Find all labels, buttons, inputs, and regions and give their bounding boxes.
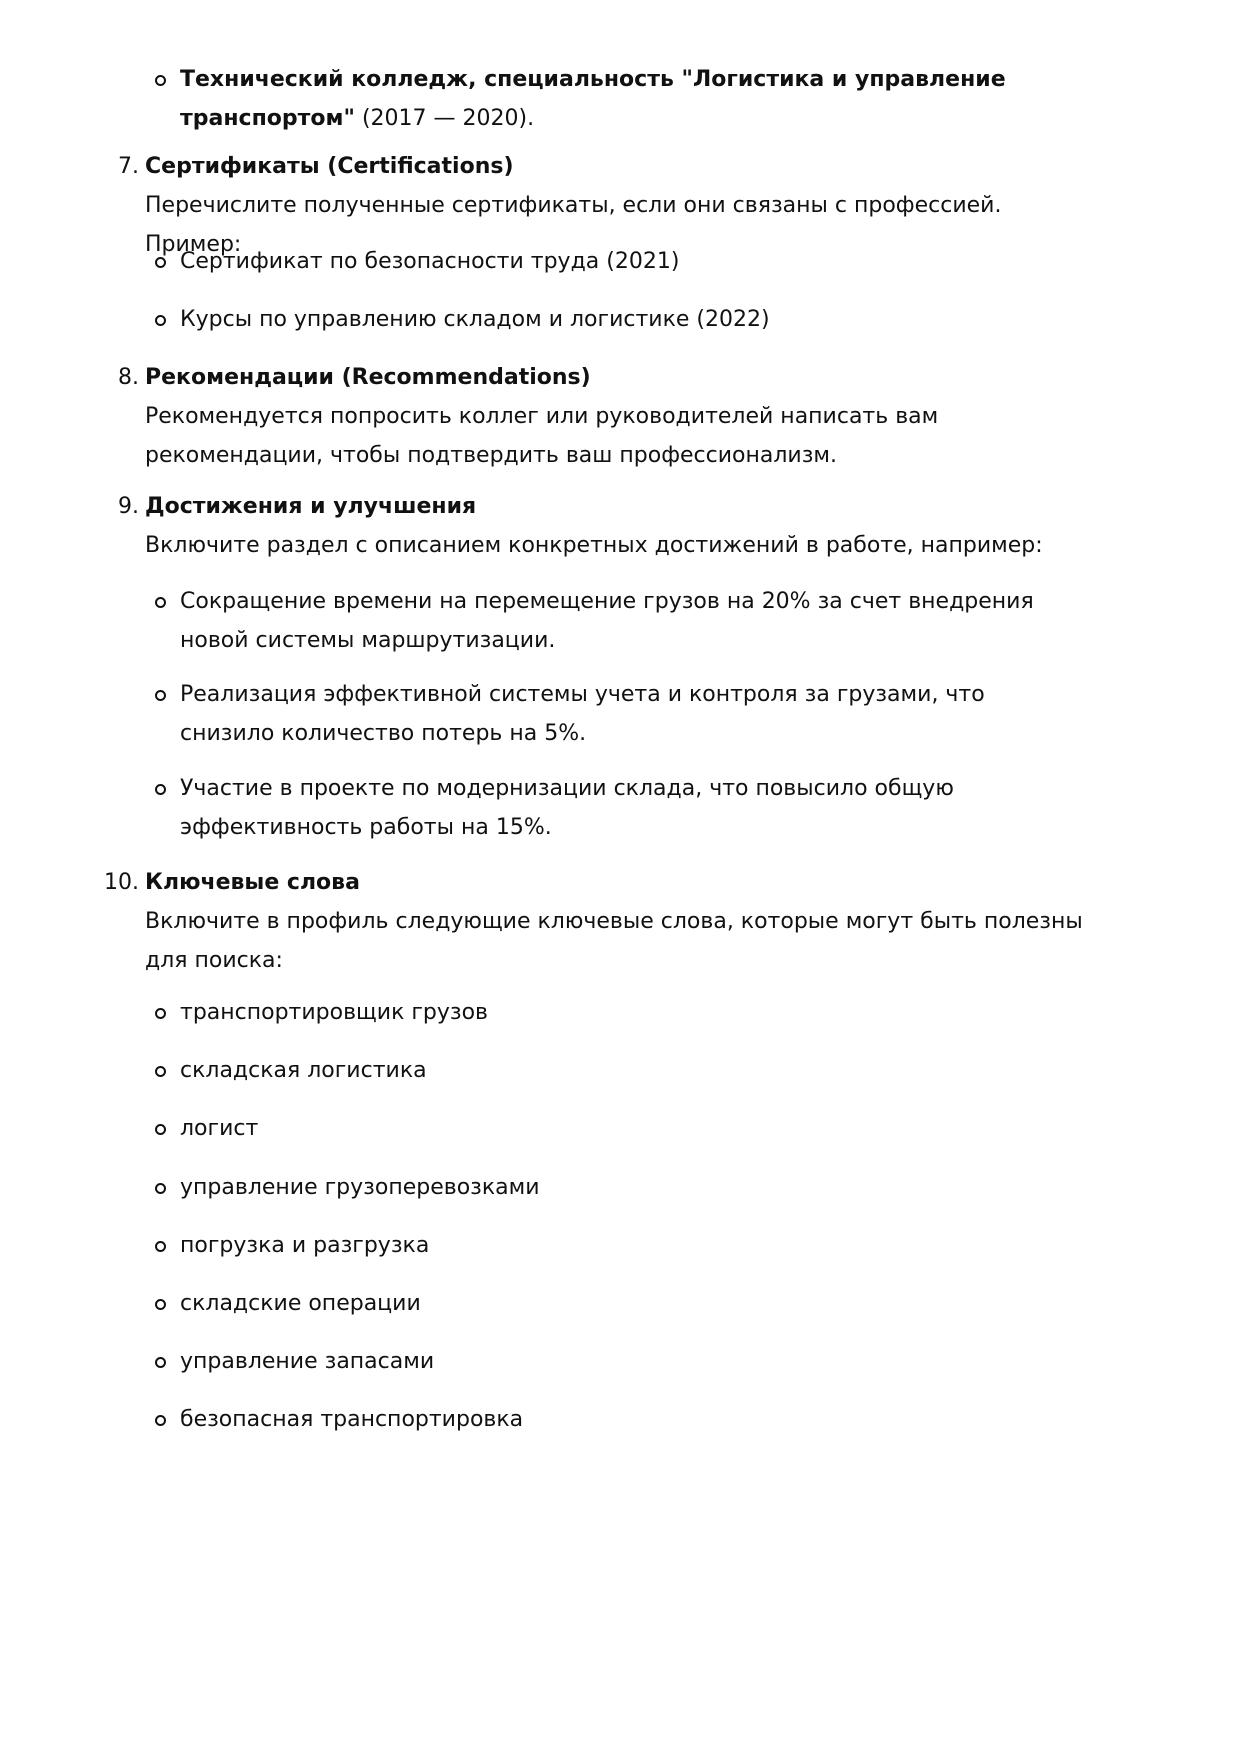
- keyword-list-item: [180, 1168, 1050, 1207]
- list-item-text: Курсы по управлению складом и логистике (2022): [180, 307, 770, 332]
- section-number: 9.: [118, 494, 139, 519]
- section-achievements: [118, 487, 1085, 565]
- list-item: [180, 300, 1050, 339]
- keyword-text: транспортировщик грузов: [180, 1000, 489, 1025]
- hollow-bullet-icon: [155, 1415, 166, 1426]
- hollow-bullet-icon: [155, 784, 166, 795]
- section-recommendations: [118, 358, 1085, 475]
- section-heading: Сертификаты (Certifications): [145, 154, 514, 179]
- list-item: [180, 582, 1050, 660]
- section-description: Включите в профиль следующие ключевые слова, которые могут быть полезны для поиска:: [145, 909, 1083, 973]
- hollow-bullet-icon: [155, 1299, 166, 1310]
- keyword-list-item: [180, 1342, 1050, 1381]
- section-description: Перечислите полученные сертификаты, если они связаны с профессией. Пример:: [145, 193, 1002, 257]
- section-heading: Достижения и улучшения: [145, 494, 477, 519]
- hollow-bullet-icon: [155, 1183, 166, 1194]
- list-item: [180, 675, 1050, 753]
- section-heading: Ключевые слова: [145, 870, 360, 895]
- list-item: [180, 242, 1050, 281]
- hollow-bullet-icon: [155, 1124, 166, 1135]
- list-item-text: Сертификат по безопасности труда (2021): [180, 249, 680, 274]
- section-number: 8.: [118, 365, 139, 390]
- section-keywords: [104, 863, 1085, 980]
- hollow-bullet-icon: [155, 597, 166, 608]
- hollow-bullet-icon: [155, 690, 166, 701]
- section-heading: Рекомендации (Recommendations): [145, 365, 591, 390]
- keyword-text: складская логистика: [180, 1058, 427, 1083]
- keyword-text: управление грузоперевозками: [180, 1175, 540, 1200]
- keyword-text: складские операции: [180, 1291, 421, 1316]
- keyword-text: управление запасами: [180, 1349, 435, 1374]
- keyword-list-item: [180, 1226, 1050, 1265]
- section-description: Включите раздел с описанием конкретных достижений в работе, например:: [145, 533, 1043, 558]
- hollow-bullet-icon: [155, 75, 166, 86]
- keyword-text: безопасная транспортировка: [180, 1407, 524, 1432]
- keyword-text: погрузка и разгрузка: [180, 1233, 430, 1258]
- hollow-bullet-icon: [155, 315, 166, 326]
- education-item-years: (2017 — 2020).: [354, 106, 535, 131]
- keyword-text: логист: [180, 1116, 259, 1141]
- hollow-bullet-icon: [155, 257, 166, 268]
- hollow-bullet-icon: [155, 1357, 166, 1368]
- keyword-list-item: [180, 1400, 1050, 1439]
- section-description: Рекомендуется попросить коллег или руководителей написать вам рекомендации, чтобы подтвердить ваш профессионализм.: [145, 404, 939, 468]
- hollow-bullet-icon: [155, 1241, 166, 1252]
- hollow-bullet-icon: [155, 1008, 166, 1019]
- keyword-list-item: [180, 1284, 1050, 1323]
- keyword-list-item: [180, 1051, 1050, 1090]
- education-item-title: Технический колледж, специальность "Логистика и управление транспортом": [180, 67, 1006, 131]
- keyword-list-item: [180, 1109, 1050, 1148]
- section-number: 10.: [104, 870, 139, 895]
- list-item: [180, 769, 1050, 847]
- hollow-bullet-icon: [155, 1066, 166, 1077]
- keyword-list-item: [180, 993, 1050, 1032]
- list-item-text: Участие в проекте по модернизации склада, что повысило общую эффективность работы на 15%.: [180, 776, 954, 840]
- section-number: 7.: [118, 154, 139, 179]
- list-item-text: Реализация эффективной системы учета и контроля за грузами, что снизило количество потерь на 5%.: [180, 682, 985, 746]
- education-list-item: [180, 60, 1050, 138]
- list-item-text: Сокращение времени на перемещение грузов на 20% за счет внедрения новой системы маршрутизации.: [180, 589, 1034, 653]
